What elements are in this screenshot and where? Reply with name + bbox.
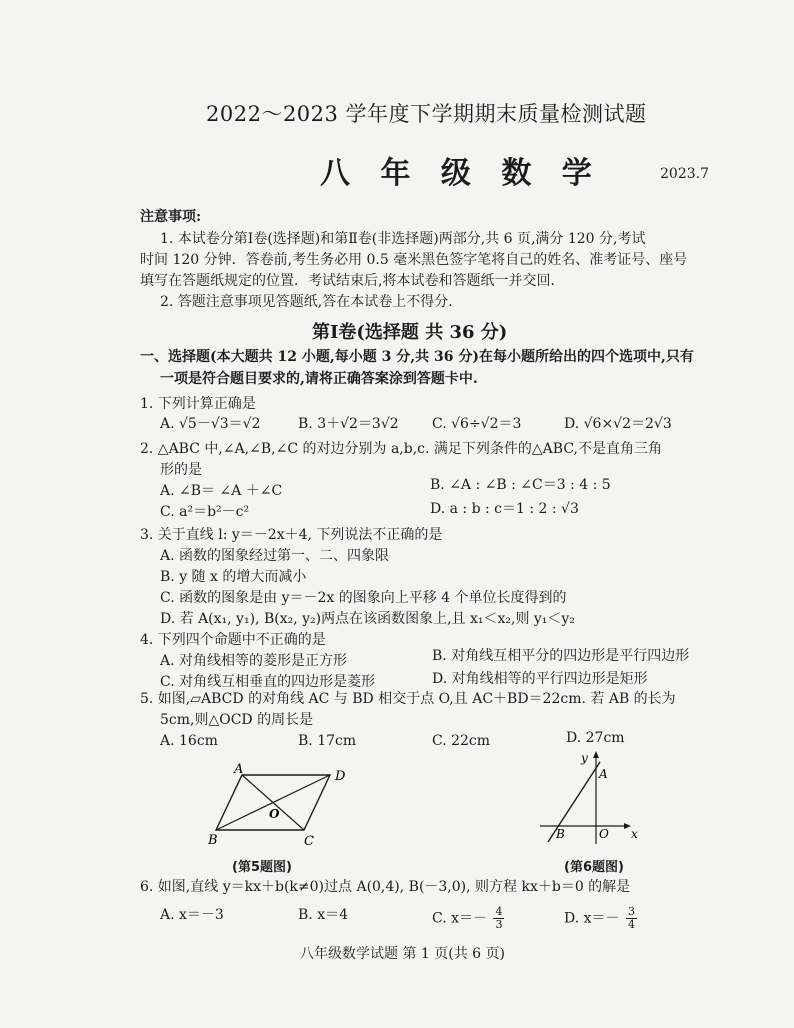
fig5-label-a: A: [234, 762, 244, 777]
fig5-parallelogram: [200, 760, 360, 852]
q3-option-b: B. y 随 x 的增大而减小: [160, 569, 307, 585]
q5-stem-2: 5cm,则△OCD 的周长是: [160, 712, 314, 728]
q1-option-a: A. √5－√3＝√2: [160, 416, 261, 432]
fig6-label-y: y: [581, 751, 588, 765]
q2-stem-1: 2. △ABC 中,∠A,∠B,∠C 的对边分别为 a,b,c. 满足下列条件的△ABC,不是直角三角: [140, 441, 662, 457]
fig5-caption: (第5题图): [232, 860, 292, 875]
q1-option-c: C. √6÷√2＝3: [432, 416, 522, 432]
section-title: 第Ⅰ卷(选择题 共 36 分): [312, 322, 508, 343]
part1-line-2: 一项是符合题目要求的,请将正确答案涂到答题卡中.: [160, 371, 478, 387]
q4-option-a: A. 对角线相等的菱形是正方形: [160, 653, 348, 669]
y-axis-arrow: [593, 751, 599, 758]
q2-option-d: D. a : b : c＝1 : 2 : √3: [430, 501, 579, 517]
q2-option-b: B. ∠A : ∠B : ∠C＝3 : 4 : 5: [430, 477, 611, 493]
notice-line-2: 2. 答题注意事项见答题纸,答在本试卷上不得分．: [160, 294, 463, 310]
q6-option-c-numerator: 4: [495, 905, 503, 918]
subject-title: 八 年 级 数 学: [320, 156, 602, 191]
fig6-label-b: B: [556, 827, 565, 841]
exam-title: 2022～2023 学年度下学期期末质量检测试题: [206, 102, 647, 126]
q6-option-c: [432, 906, 504, 931]
q1-stem: 1. 下列计算正确是: [140, 396, 256, 412]
x-axis-arrow: [624, 823, 631, 829]
notice-line-1b: 时间 120 分钟．答卷前,考生务必用 0.5 毫米黑色签字笔将自己的姓名、准考证号、座号: [140, 252, 688, 268]
q2-option-a: A. ∠B＝ ∠A ＋∠C: [160, 483, 283, 499]
q4-option-d: D. 对角线相等的平行四边形是矩形: [432, 671, 648, 687]
q6-option-d-fraction: [626, 906, 637, 931]
page-footer: 八年级数学试题 第 1 页(共 6 页): [300, 946, 505, 962]
q5-option-d: D. 27cm: [566, 730, 625, 746]
q6-option-d-numerator: 3: [627, 905, 635, 918]
q5-option-c: C. 22cm: [432, 733, 491, 749]
q6-option-b: B. x＝4: [298, 907, 348, 923]
q3-stem: 3. 关于直线 l: y＝－2x＋4, 下列说法不正确的是: [140, 527, 443, 543]
fig5-label-c: C: [304, 834, 314, 849]
q6-option-c-fraction: [493, 906, 504, 931]
fig6-label-o: O: [599, 827, 609, 841]
q2-option-c: C. a²＝b²－c²: [160, 504, 250, 520]
q6-option-c-denominator: 3: [495, 918, 503, 931]
q5-stem-1: 5. 如图,▱ABCD 的对角线 AC 与 BD 相交于点 O,且 AC＋BD＝22cm. 若 AB 的长为: [140, 691, 676, 707]
q4-stem: 4. 下列四个命题中不正确的是: [140, 632, 326, 648]
notice-heading: 注意事项:: [140, 209, 202, 225]
fig6-caption: (第6题图): [564, 860, 624, 875]
diagonal-bd: [216, 775, 330, 830]
q6-option-a: A. x＝－3: [160, 907, 224, 923]
q3-option-d: D. 若 A(x₁, y₁), B(x₂, y₂)两点在该函数图象上,且 x₁＜x₂,则 y₁＜y₂: [160, 611, 575, 627]
fig6-line-graph: [536, 748, 646, 848]
q1-option-b: B. 3＋√2＝3√2: [298, 416, 399, 432]
q2-stem-2: 形的是: [160, 462, 202, 478]
fig5-label-d: D: [335, 769, 346, 784]
q3-option-c: C. 函数的图象是由 y＝－2x 的图象向上平移 4 个单位长度得到的: [160, 590, 567, 606]
q6-option-d: [564, 906, 637, 931]
q6-option-d-prefix: D. x＝－: [564, 910, 620, 927]
fig5-label-o: O: [269, 807, 280, 821]
fig6-label-a: A: [599, 767, 608, 781]
q5-option-b: B. 17cm: [298, 733, 357, 749]
q4-option-b: B. 对角线互相平分的四边形是平行四边形: [432, 648, 690, 664]
q6-stem: 6. 如图,直线 y＝kx＋b(k≠0)过点 A(0,4), B(－3,0), 则方程 kx＋b＝0 的解是: [140, 879, 631, 895]
fig5-label-b: B: [208, 833, 218, 848]
fig6-label-x: x: [631, 827, 638, 841]
q6-option-c-prefix: C. x＝－: [432, 910, 488, 927]
q3-option-a: A. 函数的图象经过第一、二、四象限: [160, 548, 390, 564]
q4-option-c: C. 对角线互相垂直的四边形是菱形: [160, 674, 376, 690]
q6-option-d-denominator: 4: [627, 918, 635, 931]
exam-date: 2023.7: [660, 166, 709, 182]
part1-line-1: 一、选择题(本大题共 12 小题,每小题 3 分,共 36 分)在每小题所给出的四个选项中,只有: [140, 349, 694, 365]
notice-line-1c: 填写在答题纸规定的位置．考试结束后,将本试卷和答题纸一并交回．: [140, 273, 565, 289]
notice-line-1a: 1. 本试卷分第Ⅰ卷(选择题)和第Ⅱ卷(非选择题)两部分,共 6 页,满分 120 分,考试: [160, 231, 646, 247]
q1-option-d: D. √6×√2＝2√3: [564, 416, 672, 432]
q5-option-a: A. 16cm: [160, 733, 218, 749]
